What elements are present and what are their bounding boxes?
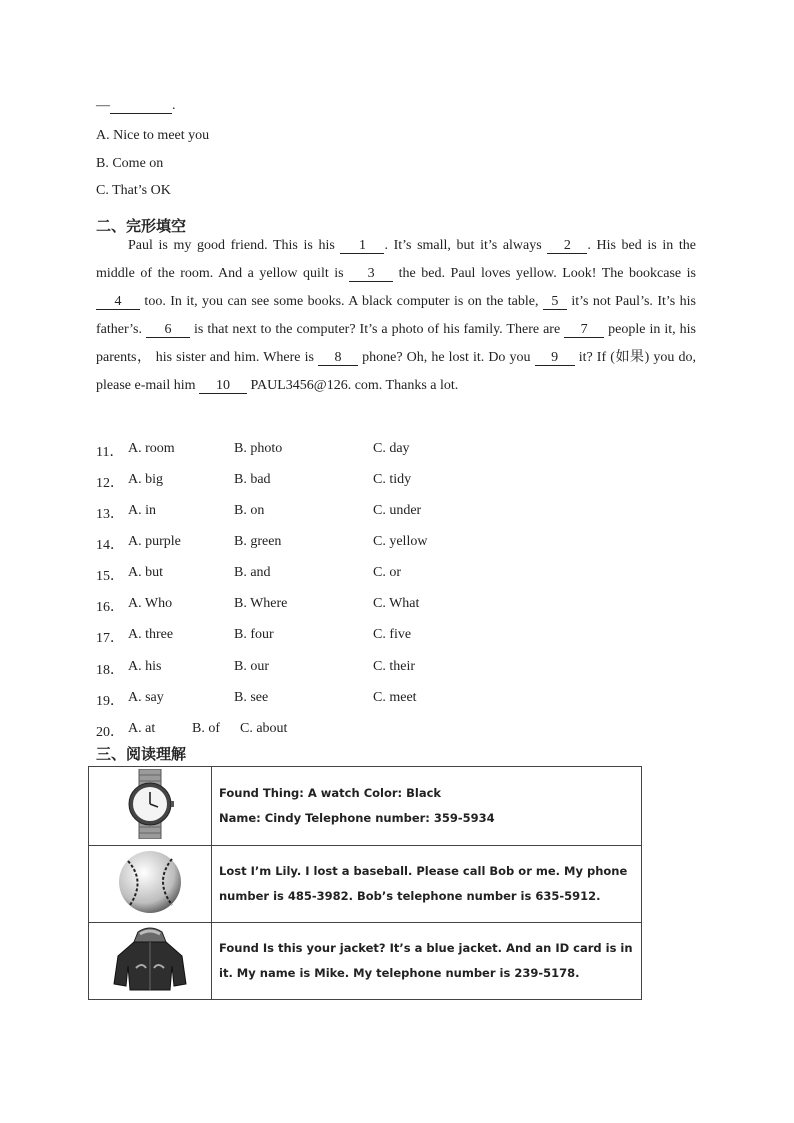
blank-8[interactable]: 8 xyxy=(318,350,358,366)
option-a[interactable]: A. big xyxy=(128,472,163,487)
prev-answer-line: — . xyxy=(96,98,176,113)
option-b[interactable]: B. and xyxy=(234,565,271,580)
option-a[interactable]: A. his xyxy=(128,659,162,674)
option-b[interactable]: B. four xyxy=(234,627,274,642)
option-c[interactable]: C. meet xyxy=(373,690,417,705)
option-b[interactable]: B. photo xyxy=(234,441,283,456)
option-b[interactable]: B. see xyxy=(234,690,269,705)
jacket-image xyxy=(112,926,188,992)
blank-5[interactable]: 5 xyxy=(543,294,567,310)
option-b[interactable]: B. green xyxy=(234,534,282,549)
option-a[interactable]: A. purple xyxy=(128,534,181,549)
lost-baseball-notice: Lost I’m Lily. I lost a baseball. Please call Bob or me. My phone number is 485-3982. Bob’s telephone number is 635-5912. xyxy=(212,846,642,923)
option-c[interactable]: C. under xyxy=(373,503,422,518)
table-row xyxy=(89,923,642,1000)
answer-blank[interactable] xyxy=(110,98,172,114)
blank-9[interactable]: 9 xyxy=(535,350,575,366)
blank-10[interactable]: 10 xyxy=(199,378,247,394)
blank-4[interactable]: 4 xyxy=(96,294,140,310)
blank-7[interactable]: 7 xyxy=(564,322,604,338)
section-title-reading: 三、阅读理解 xyxy=(96,745,187,763)
option-c[interactable]: C. day xyxy=(373,441,410,456)
section-title-cloze: 二、完形填空 xyxy=(96,217,187,235)
baseball-image xyxy=(116,849,184,915)
option-c[interactable]: C. yellow xyxy=(373,534,428,549)
option-c[interactable]: C. What xyxy=(373,596,420,611)
watch-image xyxy=(125,769,175,839)
option-a[interactable]: A. say xyxy=(128,690,164,705)
prev-option-b[interactable]: B. Come on xyxy=(96,156,164,171)
option-a[interactable]: A. Who xyxy=(128,596,173,611)
prev-option-a[interactable]: A. Nice to meet you xyxy=(96,128,210,143)
prev-option-c[interactable]: C. That’s OK xyxy=(96,183,171,198)
option-c[interactable]: C. five xyxy=(373,627,412,642)
option-c[interactable]: C. tidy xyxy=(373,472,412,487)
option-b[interactable]: B. Where xyxy=(234,596,288,611)
blank-1[interactable]: 1 xyxy=(340,238,384,254)
dash: — xyxy=(96,98,110,113)
watch-cell xyxy=(89,767,212,846)
lost-found-table xyxy=(88,766,642,1000)
found-watch-notice: Found Thing: A watch Color: Black Name: Cindy Telephone number: 359-5934 xyxy=(212,767,642,846)
option-b[interactable]: B. of xyxy=(192,721,220,736)
option-c[interactable]: C. or xyxy=(373,565,401,580)
option-a[interactable]: A. three xyxy=(128,627,174,642)
baseball-cell xyxy=(89,846,212,923)
table-row xyxy=(89,846,642,923)
table-row xyxy=(89,767,642,846)
option-a[interactable]: A. room xyxy=(128,441,175,456)
option-a[interactable]: A. in xyxy=(128,503,156,518)
blank-6[interactable]: 6 xyxy=(146,322,190,338)
option-b[interactable]: B. bad xyxy=(234,472,271,487)
option-b[interactable]: B. our xyxy=(234,659,269,674)
option-a[interactable]: A. at xyxy=(128,721,156,736)
found-jacket-notice: Found Is this your jacket? It’s a blue jacket. And an ID card is in it. My name is Mike. My telephone number is 239-5178. xyxy=(212,923,642,1000)
blank-2[interactable]: 2 xyxy=(547,238,587,254)
blank-3[interactable]: 3 xyxy=(349,266,393,282)
option-c[interactable]: C. their xyxy=(373,659,415,674)
jacket-cell xyxy=(89,923,212,1000)
option-a[interactable]: A. but xyxy=(128,565,163,580)
option-c[interactable]: C. about xyxy=(240,721,288,736)
cloze-passage: Paul is my good friend. This is his 1 . It’s small, but it’s always 2 . His bed is in the middle of the room. And a yellow quilt is 3 the bed. Paul loves yellow. Look! The bookcase is 4 too. In it, you can see some books. A black computer is on the table, 5 it’s not Paul’s. It’s his father’s. 6 is that next to the computer? It’s a photo of his family. There are 7 people in it, his parents， his sister and him. Where is 8 phone? Oh, he lost it. Do you 9 it? If (如果) you do, please e-mail him 10 PAUL3456@126. com. Thanks a lot. xyxy=(96,238,697,393)
option-b[interactable]: B. on xyxy=(234,503,265,518)
